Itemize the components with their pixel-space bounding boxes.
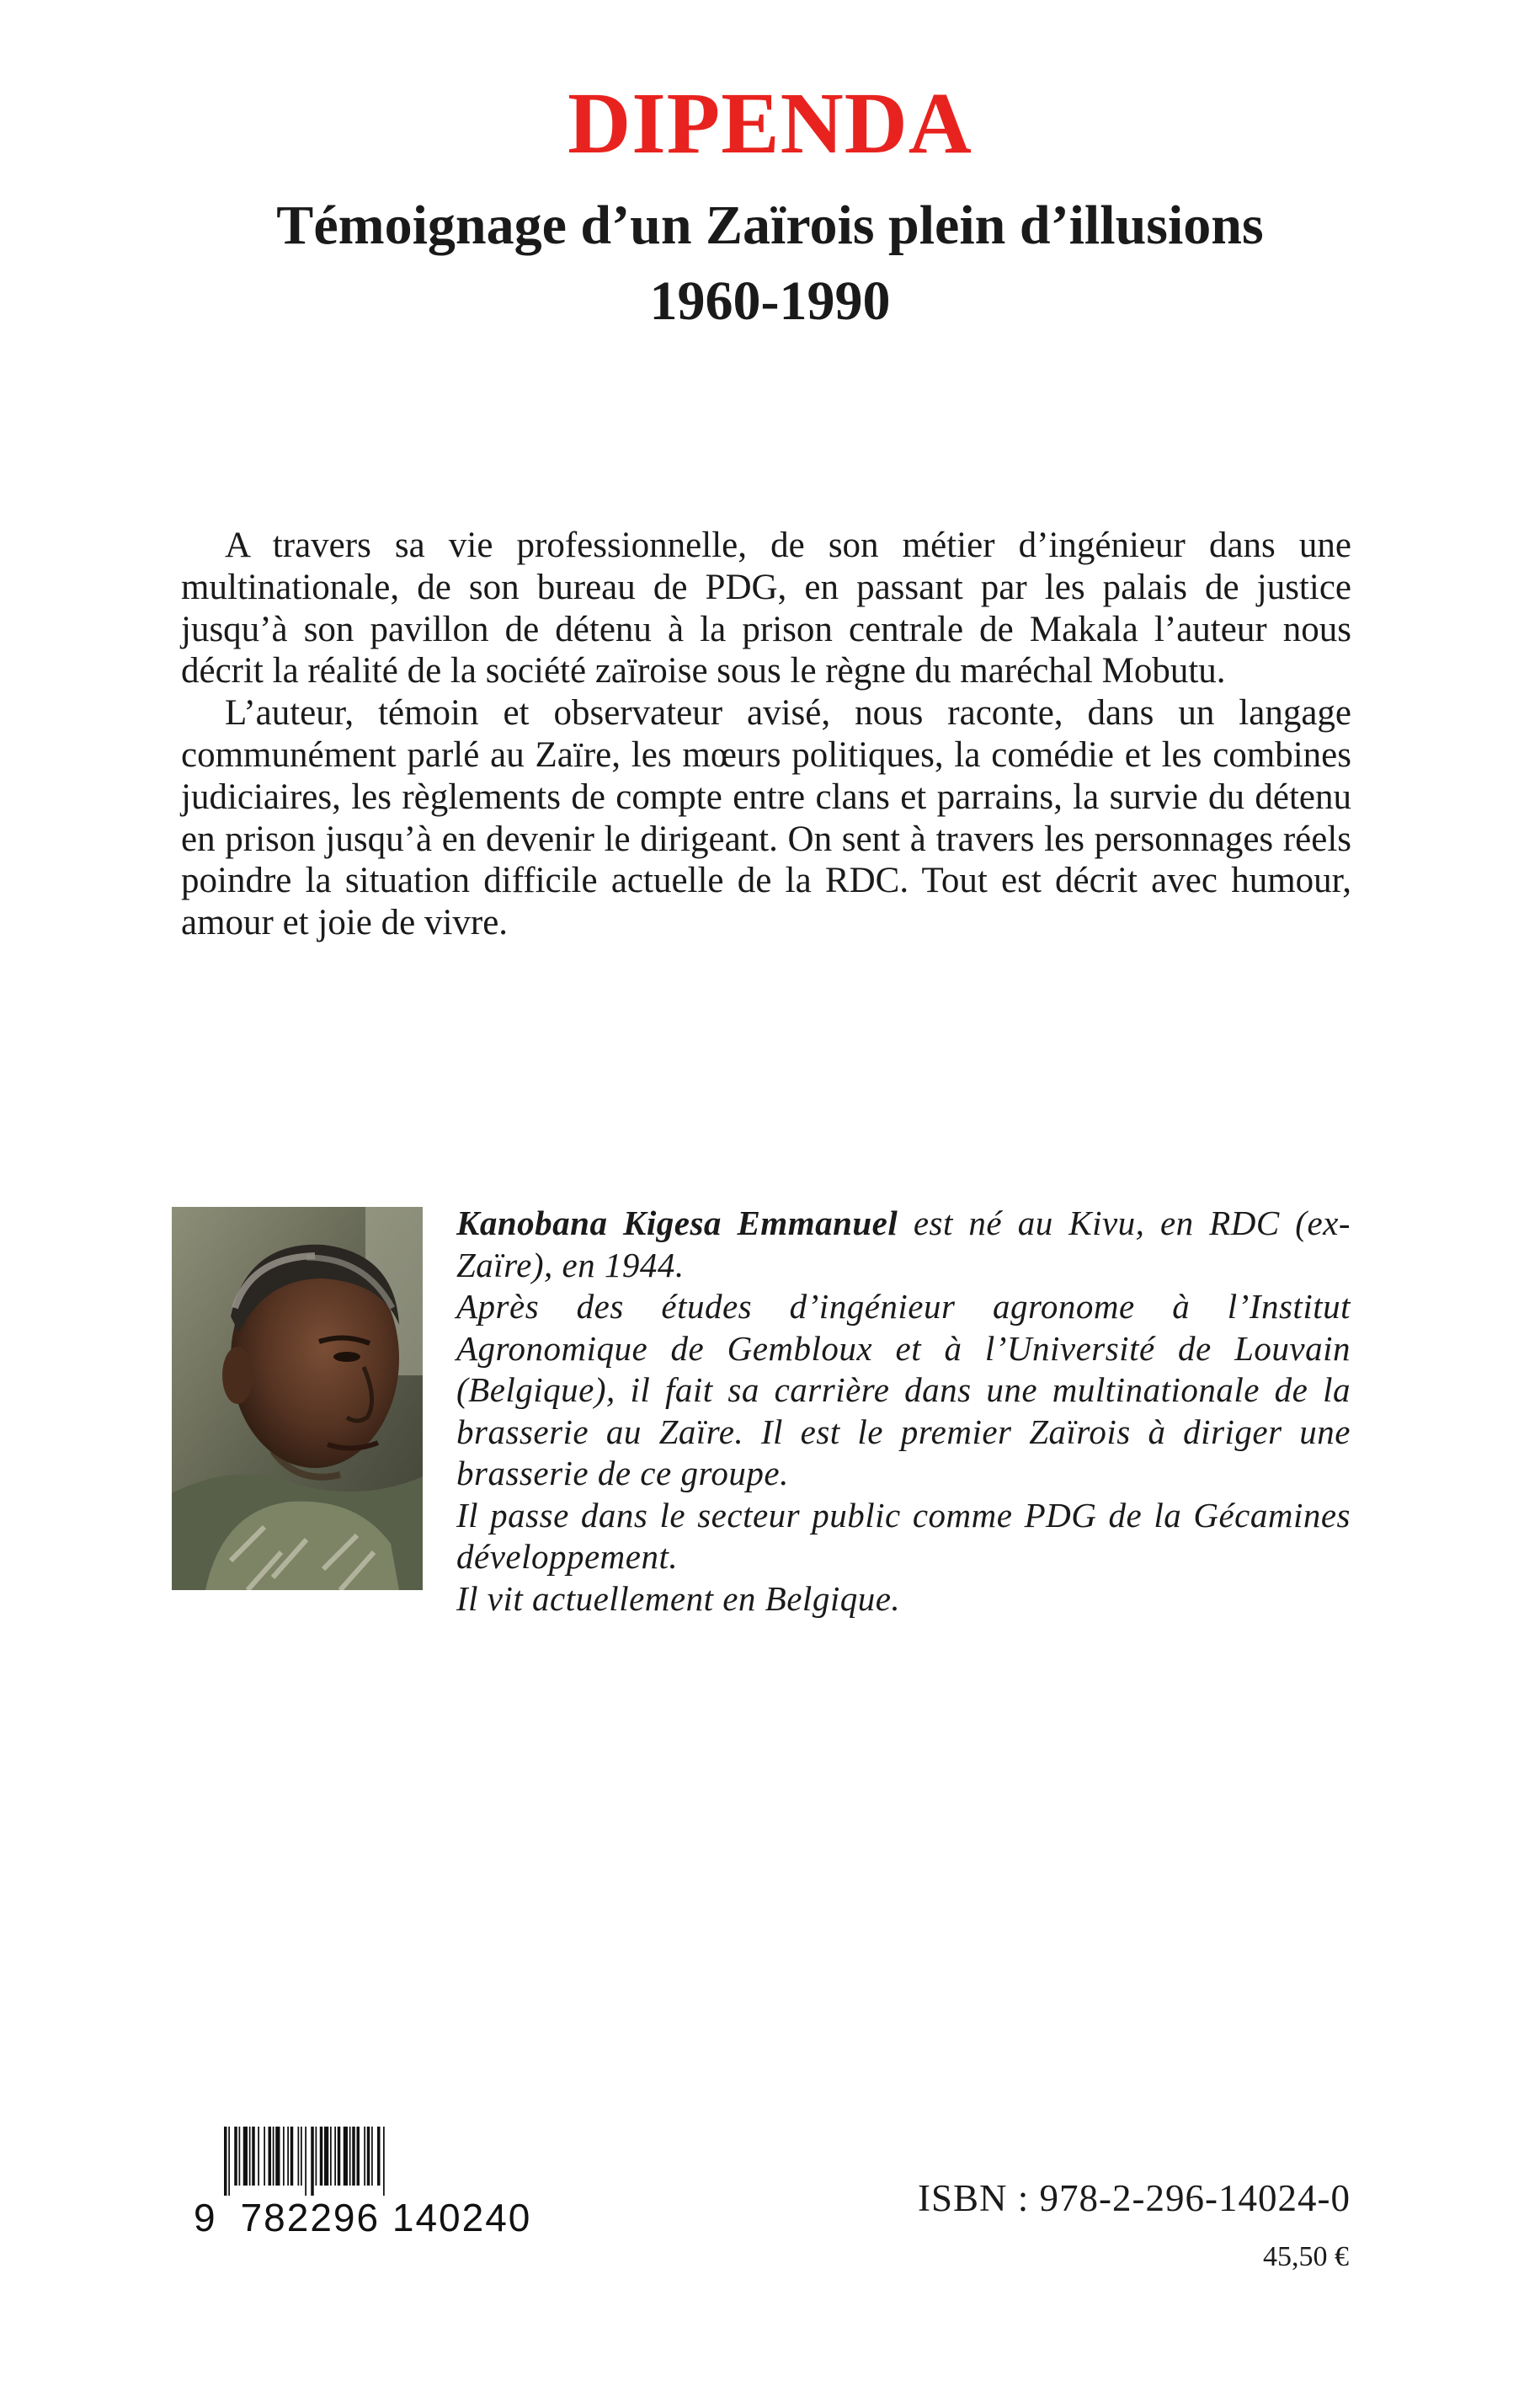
bio-intro: est né au Kivu, en RDC (ex-Zaïre), en 1944.	[456, 1204, 1351, 1284]
barcode-bar	[305, 2127, 306, 2196]
isbn-number: ISBN : 978-2-296-14024-0	[918, 2177, 1351, 2219]
barcode-bar	[234, 2127, 237, 2186]
barcode-bar	[249, 2127, 251, 2186]
author-bio	[456, 1203, 1351, 1620]
barcode-digits	[194, 2198, 547, 2237]
book-years: 1960-1990	[649, 270, 891, 332]
barcode-bar	[330, 2127, 332, 2186]
barcode-bar	[243, 2127, 248, 2186]
barcode-bar	[383, 2127, 385, 2196]
barcode-bar	[334, 2127, 336, 2186]
barcode-bar	[364, 2127, 365, 2186]
barcode-bar	[371, 2127, 373, 2186]
barcode-bar	[311, 2127, 314, 2196]
book-title: DIPENDA	[568, 75, 972, 172]
barcode-bar	[301, 2127, 302, 2186]
barcode-bar	[324, 2127, 328, 2186]
barcode-bar	[275, 2127, 280, 2186]
barcode-bar	[224, 2127, 227, 2196]
isbn-barcode	[194, 2127, 547, 2261]
bio-intro-line	[456, 1203, 1351, 1286]
barcode-bar	[367, 2127, 370, 2186]
barcode-bar	[290, 2127, 294, 2186]
author-portrait-image	[172, 1207, 423, 1590]
barcode-bar	[316, 2127, 317, 2186]
barcode-bar	[228, 2127, 230, 2196]
barcode-bar	[273, 2127, 274, 2186]
blurb-paragraph: A travers sa vie professionnelle, de son métier d’ingénieur dans une multinationale, de son bureau de PDG, en passant par les palais de justice jusqu’à son pavillon de détenu à la prison centrale de Makala l’auteur nous décrit la réalité de la société zaïroise sous le règne du maréchal Mobutu.	[181, 526, 1351, 691]
book-subtitle: Témoignage d’un Zaïrois plein d’illusions	[276, 195, 1264, 256]
barcode-lead-digit: 9	[194, 2196, 217, 2239]
back-cover-blurb	[181, 525, 1351, 944]
barcode-bar	[352, 2127, 355, 2186]
barcode-bar	[258, 2127, 259, 2186]
barcode-bar	[283, 2127, 285, 2186]
barcode-group-right: 140240	[392, 2196, 532, 2239]
bio-studies: Après des études d’ingénieur agronome à l’Institut Agronomique de Gembloux et à l’Université de Louvain (Belgique), il fait sa carrière dans une multinationale de la brasserie au Zaïre. Il est le premier Zaïrois à diriger une brasserie de ce groupe.	[456, 1287, 1351, 1492]
blurb-paragraph: L’auteur, témoin et observateur avisé, nous raconte, dans un langage communément parlé au Zaïre, les mœurs politiques, la comédie et les combines judiciaires, les règlements de compte entre clans et parrains, la survie du détenu en prison jusqu’à en devenir le dirigeant. On sent à travers les personnages réels poindre la situation difficile actuelle de la RDC. Tout est décrit avec humour, amour et joie de vivre.	[181, 693, 1351, 943]
barcode-bar	[338, 2127, 341, 2186]
barcode-bar	[377, 2127, 381, 2186]
barcode-bar	[320, 2127, 323, 2186]
author-name: Kanobana Kigesa Emmanuel	[456, 1204, 898, 1242]
barcode-bars	[194, 2127, 547, 2196]
barcode-bar	[357, 2127, 360, 2186]
barcode-bar	[239, 2127, 241, 2186]
barcode-bar	[349, 2127, 351, 2186]
barcode-bar	[344, 2127, 348, 2186]
book-price: 45,50 €	[1263, 2241, 1349, 2272]
barcode-bar	[269, 2127, 272, 2186]
barcode-bar	[264, 2127, 265, 2186]
barcode-group-left: 782296	[240, 2196, 381, 2239]
barcode-bar	[287, 2127, 289, 2186]
bio-residence: Il vit actuellement en Belgique.	[456, 1578, 901, 1618]
barcode-bar	[252, 2127, 255, 2186]
bio-career: Il passe dans le secteur public comme PDG de la Gécamines développement.	[456, 1495, 1351, 1576]
author-photo	[172, 1207, 423, 1590]
barcode-bar	[298, 2127, 300, 2186]
